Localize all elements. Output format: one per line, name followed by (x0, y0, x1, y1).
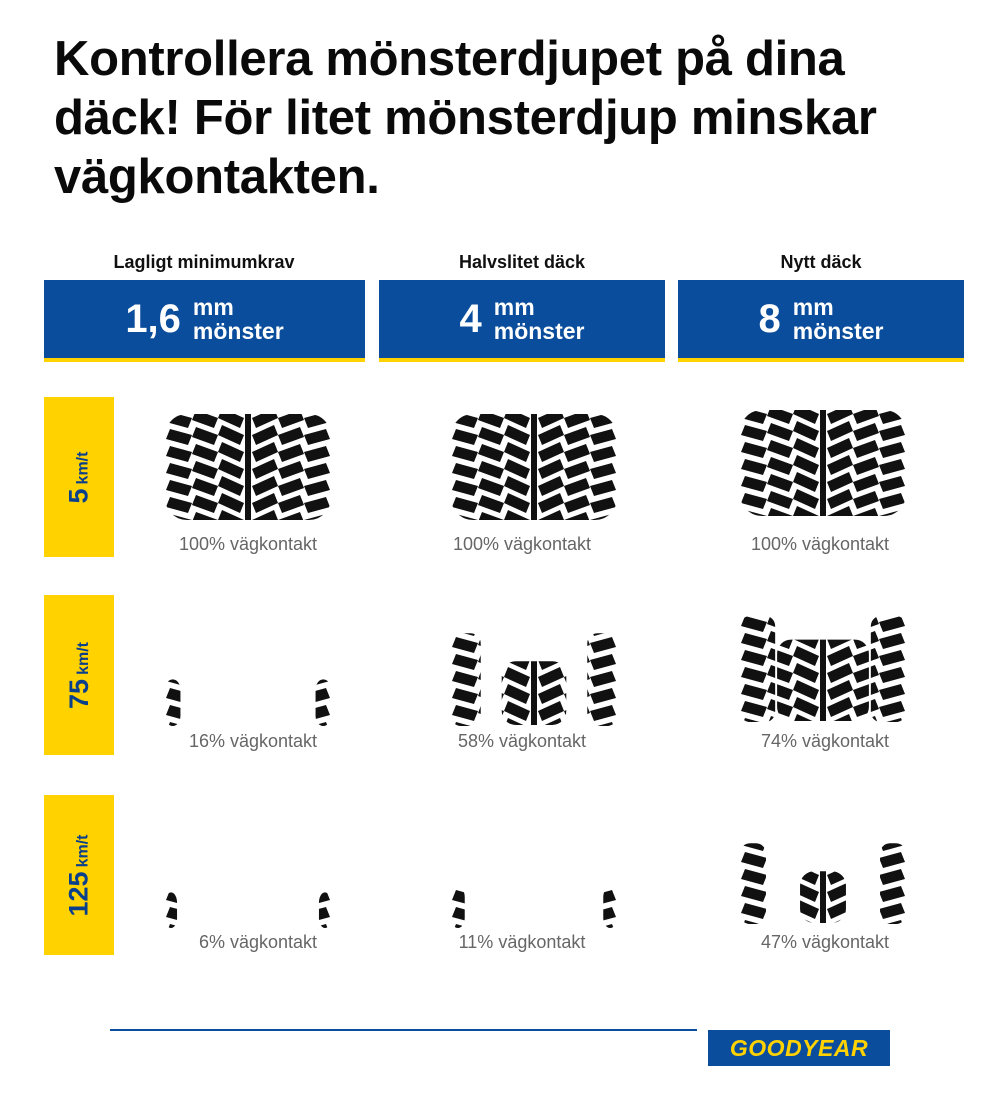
depth-box-half-worn (379, 280, 665, 362)
tire-tread-icon (163, 412, 333, 522)
tire-tread-icon (449, 620, 619, 730)
depth-unit: mm (493, 294, 535, 320)
tire-tread-icon (738, 818, 908, 928)
depth-box-new (678, 280, 964, 362)
speed-label-125 (44, 795, 114, 955)
depth-word: mönster (192, 318, 284, 344)
depth-unit: mm (792, 294, 834, 320)
contact-caption: 6% vägkontakt (198, 932, 318, 952)
speed-unit: km/t (74, 834, 92, 867)
depth-value: 1,6 (125, 296, 181, 341)
tire-tread-icon (738, 616, 908, 726)
contact-caption: 100% vägkontakt (452, 534, 592, 554)
speed-unit: km/t (74, 641, 92, 675)
speed-value: 125 (63, 870, 94, 916)
speed-value: 75 (63, 678, 94, 709)
depth-value: 4 (459, 296, 482, 341)
speed-label-5 (44, 397, 114, 557)
footer-divider (110, 1029, 697, 1031)
contact-caption: 11% vägkontakt (458, 932, 586, 952)
tire-tread-icon (163, 620, 333, 730)
depth-box-minimum (44, 280, 365, 362)
contact-caption: 100% vägkontakt (750, 534, 890, 554)
contact-caption: 47% vägkontakt (760, 932, 890, 952)
column-label-minimum: Lagligt minimumkrav (113, 252, 295, 272)
depth-unit: mm (192, 294, 234, 320)
page-title: Kontrollera mönsterdjupet på dina däck! För litet mönsterdjup minskar vägkontakten. (54, 32, 877, 204)
tire-tread-icon (449, 412, 619, 522)
contact-caption: 74% vägkontakt (760, 731, 890, 751)
depth-value: 8 (758, 296, 781, 341)
contact-caption: 58% vägkontakt (457, 731, 587, 751)
contact-caption: 16% vägkontakt (188, 731, 318, 751)
depth-word: mönster (792, 318, 884, 344)
speed-value: 5 (63, 487, 94, 503)
column-label-half-worn: Halvslitet däck (458, 252, 586, 272)
tire-tread-icon (738, 408, 908, 518)
tire-tread-icon (163, 822, 333, 932)
speed-unit: km/t (74, 451, 92, 484)
depth-word: mönster (493, 318, 585, 344)
contact-caption: 100% vägkontakt (178, 534, 318, 554)
logo-text: GOODYEAR (729, 1034, 869, 1061)
tire-tread-icon (449, 822, 619, 932)
goodyear-logo (708, 1030, 890, 1066)
column-label-new: Nytt däck (780, 252, 862, 272)
